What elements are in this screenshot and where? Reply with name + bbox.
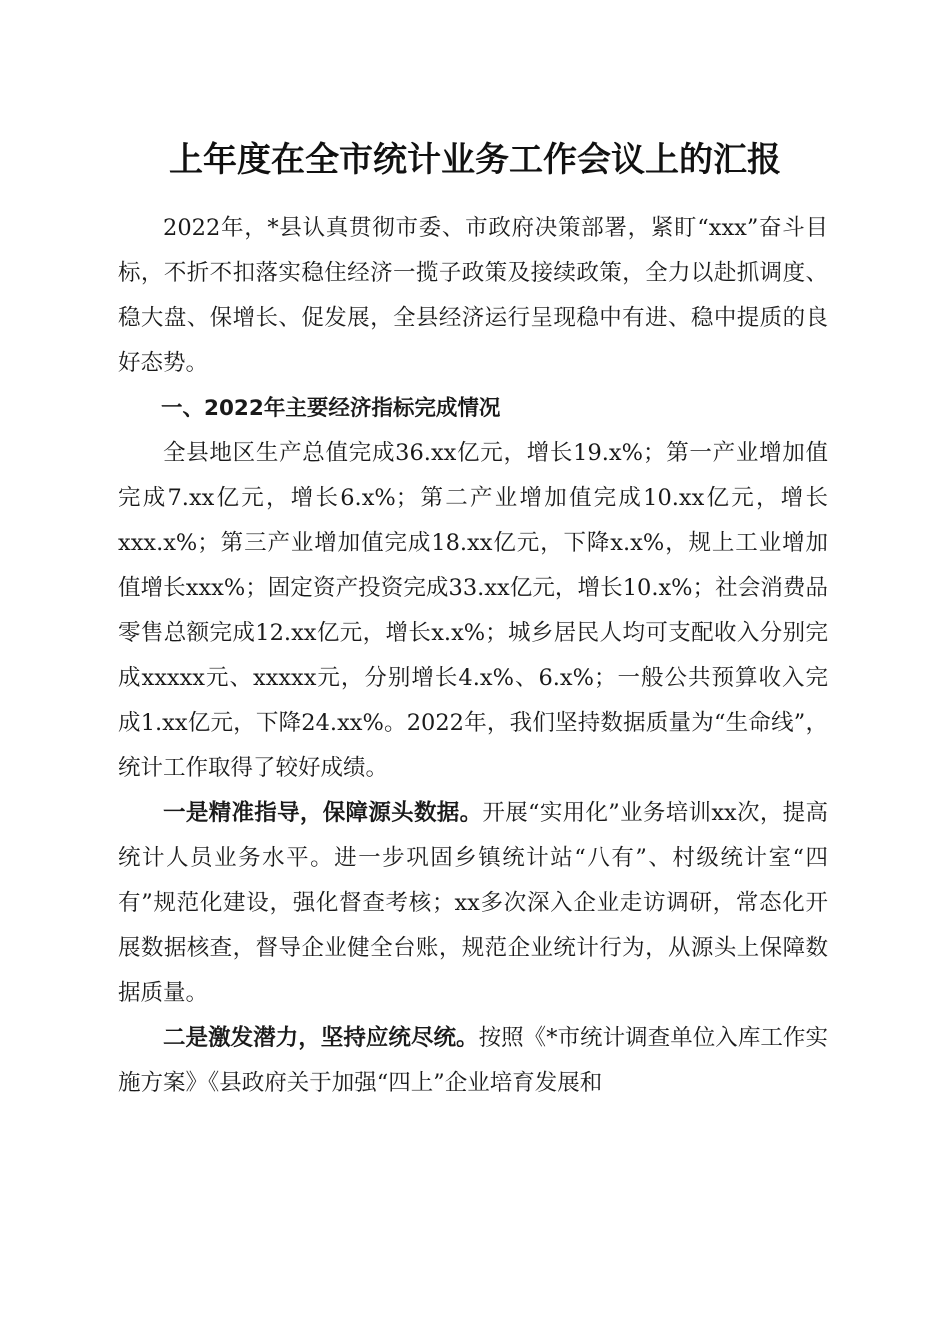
document-title: 上年度在全市统计业务工作会议上的汇报 bbox=[169, 140, 781, 180]
point-one-paragraph bbox=[118, 791, 828, 1016]
point-two-paragraph bbox=[118, 1016, 828, 1106]
point-one-lead: 一是精准指导，保障源头数据。 bbox=[163, 800, 483, 826]
intro-paragraph: 2022年，*县认真贯彻市委、市政府决策部署，紧盯“xxx”奋斗目标，不折不扣落实稳住经济一揽子政策及接续政策，全力以赴抓调度、稳大盘、保增长、促发展，全县经济运行呈现稳中有进、稳中提质的良好态势。 bbox=[118, 215, 828, 376]
point-two-lead: 二是激发潜力，坚持应统尽统。 bbox=[163, 1025, 479, 1051]
indicators-paragraph: 全县地区生产总值完成36.xx亿元，增长19.x%；第一产业增加值完成7.xx亿元，增长6.x%；第二产业增加值完成10.xx亿元，增长xxx.x%；第三产业增加值完成18.xx亿元，下降x.x%，规上工业增加值增长xxx%；固定资产投资完成33.xx亿元，增长10.x%；社会消费品零售总额完成12.xx亿元，增长x.x%；城乡居民人均可支配收入分别完成xxxxx元、xxxxx元，分别增长4.x%、6.x%；一般公共预算收入完成1.xx亿元，下降24.xx%。2022年，我们坚持数据质量为“生命线”，统计工作取得了较好成绩。 bbox=[118, 440, 828, 781]
document-body bbox=[118, 206, 828, 1106]
section-heading: 一、2022年主要经济指标完成情况 bbox=[161, 396, 501, 421]
point-one-body: 开展“实用化”业务培训xx次，提高统计人员业务水平。进一步巩固乡镇统计站“八有”、村级统计室“四有”规范化建设，强化督查考核；xx多次深入企业走访调研，常态化开展数据核查，督导企业健全台账，规范企业统计行为，从源头上保障数据质量。 bbox=[118, 800, 828, 1006]
point-two-body: 按照《*市统计调查单位入库工作实施方案》《县政府关于加强“四上”企业培育发展和 bbox=[118, 1025, 828, 1096]
